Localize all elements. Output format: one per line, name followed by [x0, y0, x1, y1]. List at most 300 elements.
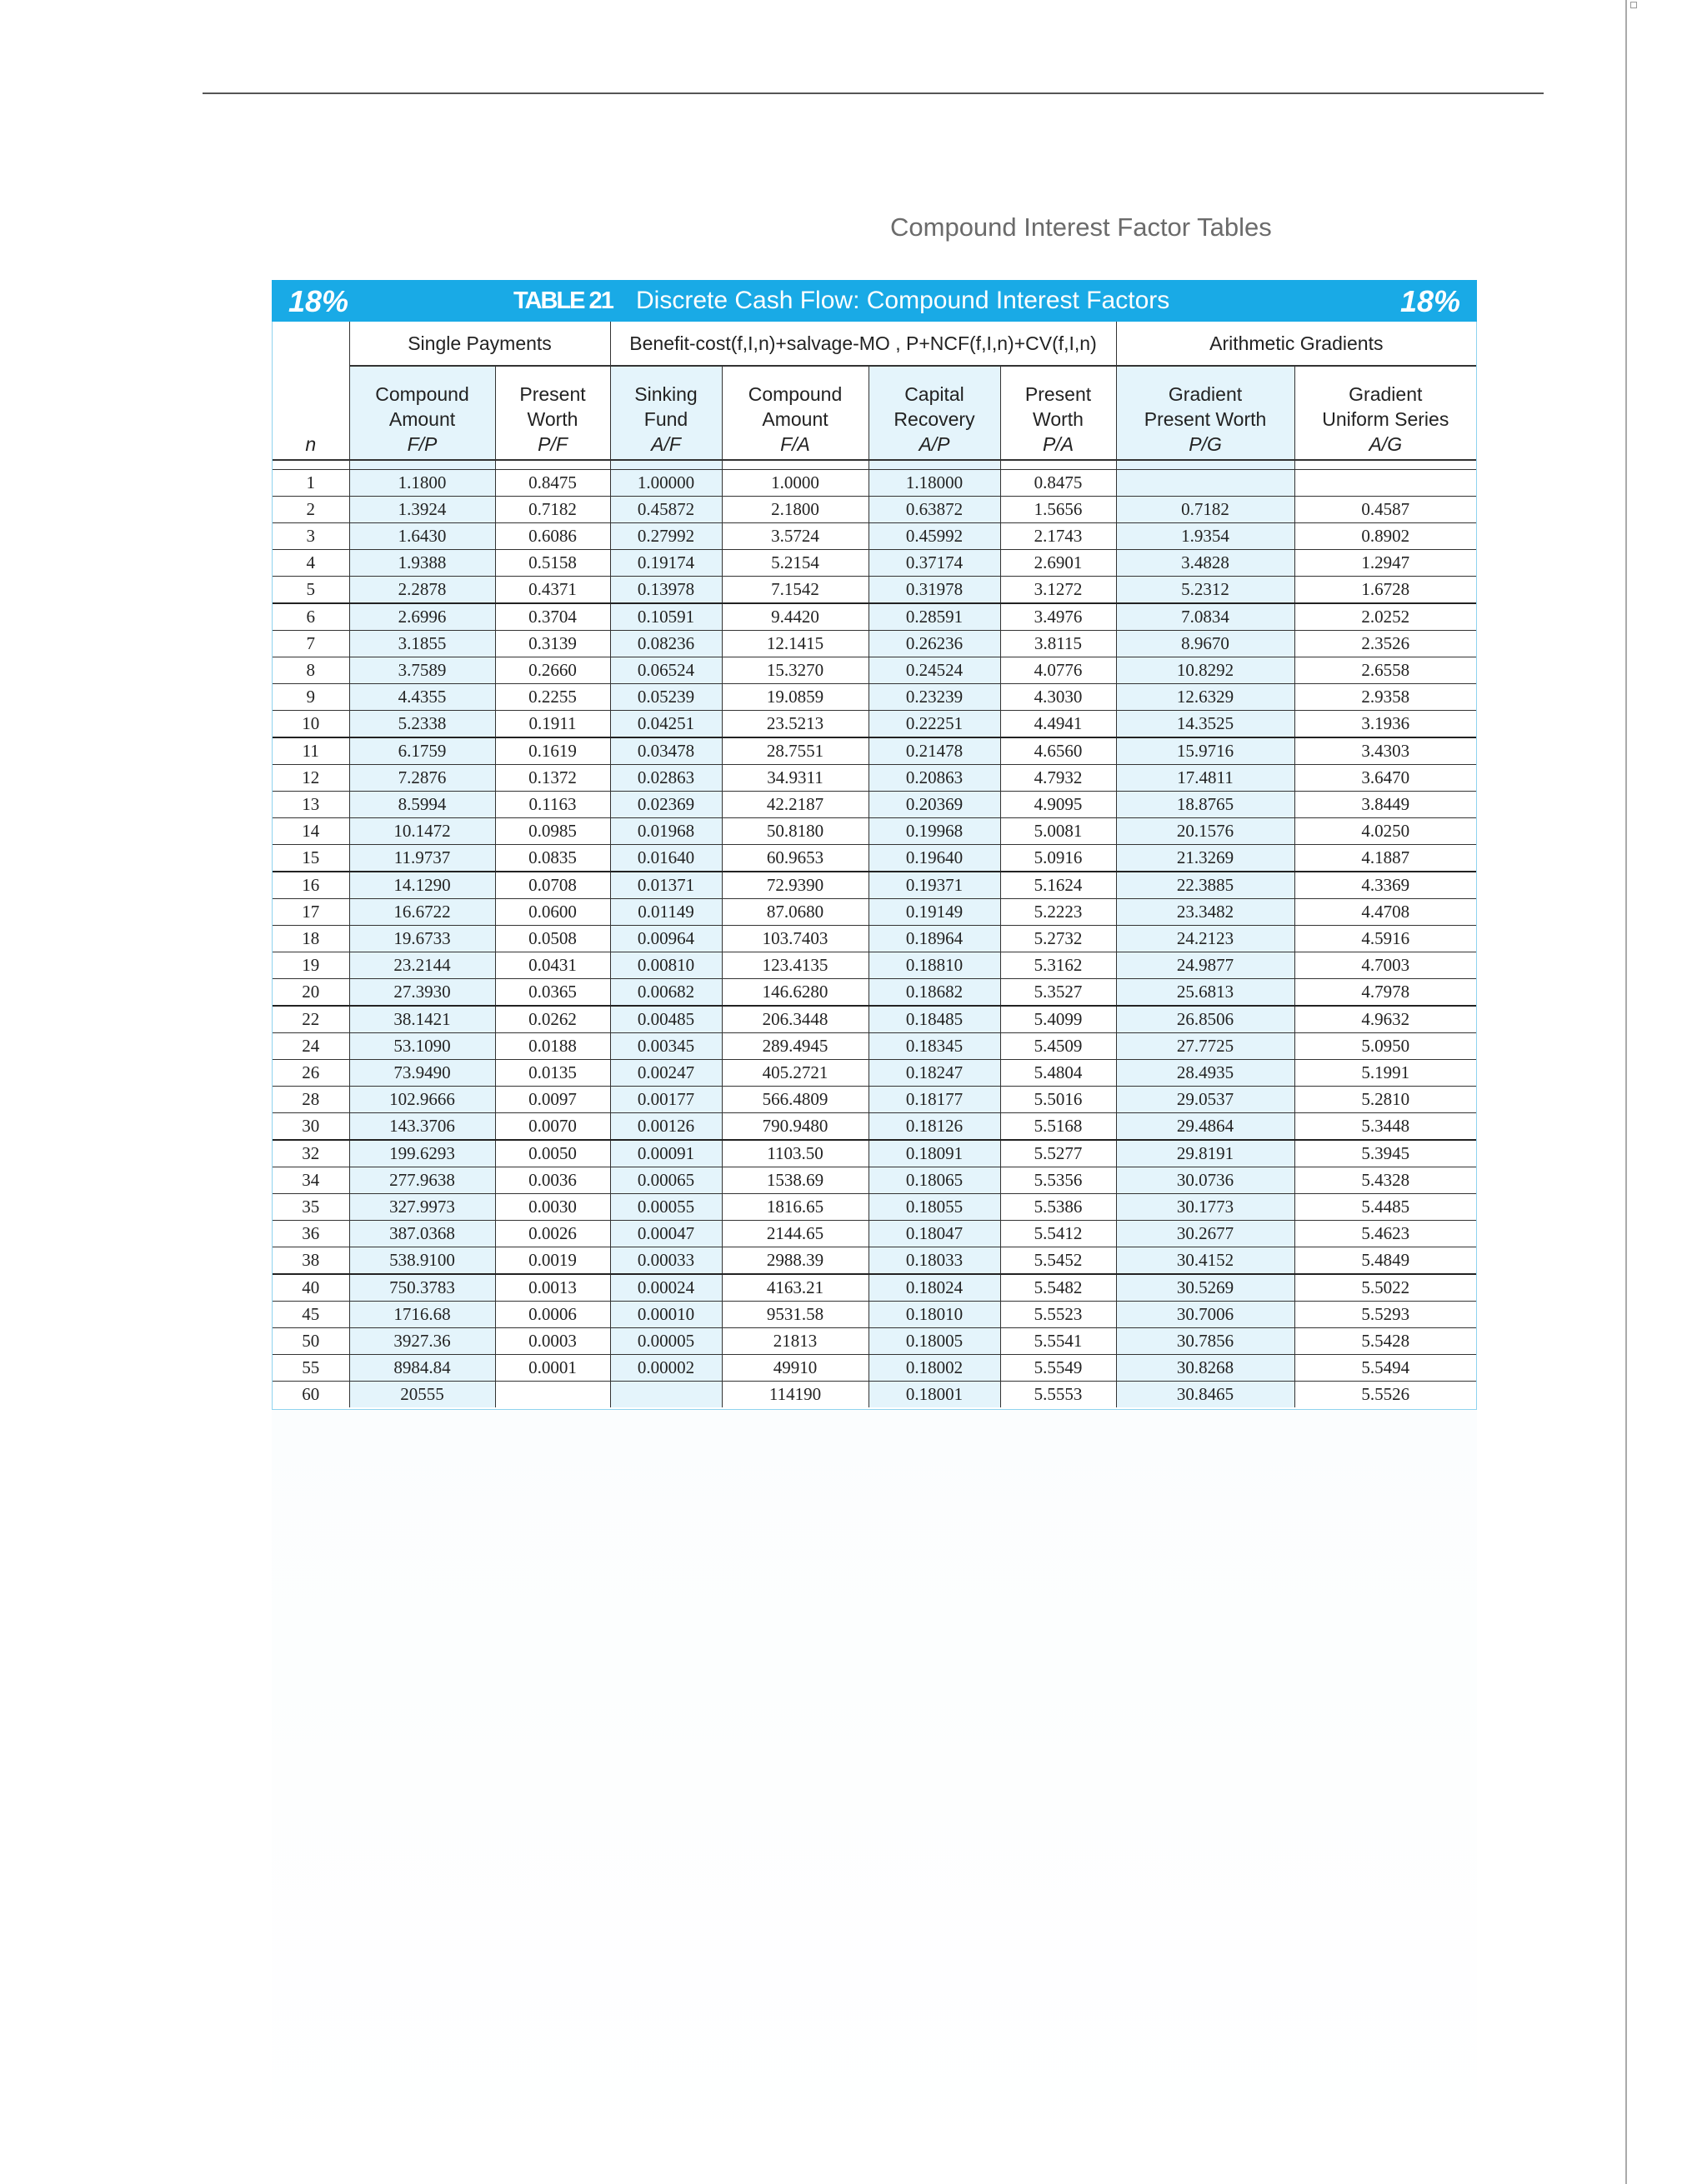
factor-cell-ap: 0.18964 [869, 926, 1000, 952]
table-row [273, 926, 1476, 952]
factor-cell-af: 0.04251 [610, 711, 722, 738]
factor-cell-ag: 4.1887 [1294, 845, 1476, 872]
factor-cell-ag: 5.2810 [1294, 1087, 1476, 1113]
factor-cell-fa: 2.1800 [722, 497, 869, 523]
factor-cell-pf: 0.0003 [495, 1328, 610, 1355]
factor-cell-fp: 20555 [349, 1382, 495, 1408]
factor-cell-pf: 0.0006 [495, 1302, 610, 1328]
spacer-cell [610, 460, 722, 470]
factor-cell-ap: 0.18682 [869, 979, 1000, 1007]
factor-cell-pa: 3.1272 [1000, 577, 1116, 604]
running-head: Compound Interest Factor Tables [890, 212, 1272, 242]
column-header-ag [1294, 366, 1476, 460]
header-spacer-row [273, 460, 1476, 470]
factor-cell-pf: 0.0026 [495, 1221, 610, 1247]
factor-cell-pf: 0.0001 [495, 1355, 610, 1382]
table-row [273, 711, 1476, 738]
factor-cell-pg: 12.6329 [1116, 684, 1294, 711]
period-cell: 13 [273, 792, 349, 818]
factor-cell-ap: 0.18005 [869, 1328, 1000, 1355]
factor-cell-pf: 0.1163 [495, 792, 610, 818]
factor-cell-fp: 750.3783 [349, 1274, 495, 1302]
period-cell: 20 [273, 979, 349, 1007]
factor-cell-ap: 0.18001 [869, 1382, 1000, 1408]
factor-cell-pf: 0.0835 [495, 845, 610, 872]
table-title-band [272, 280, 1477, 322]
factor-cell-pf: 0.0365 [495, 979, 610, 1007]
factor-cell-ag: 1.6728 [1294, 577, 1476, 604]
factor-cell-pg: 1.9354 [1116, 523, 1294, 550]
period-cell: 28 [273, 1087, 349, 1113]
factor-cell-ag: 2.9358 [1294, 684, 1476, 711]
column-label-line: Amount [762, 408, 828, 430]
column-label-line: Gradient [1349, 383, 1423, 405]
factor-cell-pf: 0.0600 [495, 899, 610, 926]
factor-cell-ag: 5.5022 [1294, 1274, 1476, 1302]
factor-cell-ag: 1.2947 [1294, 550, 1476, 577]
factor-cell-ap: 0.28591 [869, 603, 1000, 631]
factor-cell-pg: 14.3525 [1116, 711, 1294, 738]
factor-cell-pg: 18.8765 [1116, 792, 1294, 818]
period-cell: 24 [273, 1033, 349, 1060]
column-label-line: Fund [643, 408, 688, 430]
factor-cell-fa: 72.9390 [722, 872, 869, 899]
table-row [273, 1328, 1476, 1355]
factor-cell-pa: 5.5452 [1000, 1247, 1116, 1275]
factor-cell-pa: 5.4099 [1000, 1006, 1116, 1033]
factor-cell-fa: 23.5213 [722, 711, 869, 738]
column-header-ap [869, 366, 1000, 460]
column-symbol: P/F [538, 433, 568, 455]
factor-cell-af: 0.00177 [610, 1087, 722, 1113]
factor-cell-af: 0.00065 [610, 1167, 722, 1194]
table-row [273, 497, 1476, 523]
factor-cell-fp: 1.6430 [349, 523, 495, 550]
factor-cell-pf: 0.0050 [495, 1140, 610, 1167]
spacer-cell [349, 460, 495, 470]
table-row [273, 1087, 1476, 1113]
factor-cell-ap: 0.18177 [869, 1087, 1000, 1113]
table-row [273, 792, 1476, 818]
factor-cell-fa: 49910 [722, 1355, 869, 1382]
column-header-fp [349, 366, 495, 460]
factor-cell-pf: 0.0013 [495, 1274, 610, 1302]
factor-cell-ap: 0.18002 [869, 1355, 1000, 1382]
factor-cell-af: 0.01968 [610, 818, 722, 845]
factor-cell-pf: 0.0135 [495, 1060, 610, 1087]
factor-cell-fa: 9531.58 [722, 1302, 869, 1328]
factor-cell-af: 0.02369 [610, 792, 722, 818]
factor-cell-fp: 102.9666 [349, 1087, 495, 1113]
factor-cell-ap: 0.18485 [869, 1006, 1000, 1033]
factor-cell-fa: 19.0859 [722, 684, 869, 711]
factor-cell-pg: 8.9670 [1116, 631, 1294, 657]
factor-cell-pa: 5.5482 [1000, 1274, 1116, 1302]
factor-cell-pg: 30.2677 [1116, 1221, 1294, 1247]
factor-cell-ag: 4.0250 [1294, 818, 1476, 845]
factor-cell-ag: 5.4623 [1294, 1221, 1476, 1247]
factor-cell-ap: 0.18345 [869, 1033, 1000, 1060]
factor-cell-af: 0.27992 [610, 523, 722, 550]
group-arithmetic-gradients: Arithmetic Gradients [1116, 322, 1476, 366]
period-cell: 4 [273, 550, 349, 577]
table-row [273, 550, 1476, 577]
period-cell: 18 [273, 926, 349, 952]
column-group-row [273, 322, 1476, 366]
factor-cell-af: 0.00964 [610, 926, 722, 952]
factor-cell-fp: 277.9638 [349, 1167, 495, 1194]
factor-cell-fa: 405.2721 [722, 1060, 869, 1087]
factor-cell-af: 0.00047 [610, 1221, 722, 1247]
factor-cell-pa: 5.2732 [1000, 926, 1116, 952]
factor-cell-fp: 327.9973 [349, 1194, 495, 1221]
table-row [273, 684, 1476, 711]
factor-cell-fa: 146.6280 [722, 979, 869, 1007]
factor-cell-fp: 5.2338 [349, 711, 495, 738]
factor-cell-fp: 199.6293 [349, 1140, 495, 1167]
factor-cell-fa: 15.3270 [722, 657, 869, 684]
factor-cell-pa: 5.5277 [1000, 1140, 1116, 1167]
factor-cell-af: 0.00024 [610, 1274, 722, 1302]
column-symbol: P/A [1042, 433, 1074, 455]
factor-cell-af: 0.02863 [610, 765, 722, 792]
factor-cell-fp: 19.6733 [349, 926, 495, 952]
factor-table-body [273, 460, 1476, 1407]
factor-cell-pf: 0.0036 [495, 1167, 610, 1194]
factor-cell-ag: 5.5428 [1294, 1328, 1476, 1355]
column-label-line: Compound [375, 383, 469, 405]
column-symbol: n [305, 433, 317, 455]
factor-cell-fp: 27.3930 [349, 979, 495, 1007]
factor-cell-af: 0.00005 [610, 1328, 722, 1355]
factor-cell-pa: 5.5553 [1000, 1382, 1116, 1408]
factor-cell-pa: 4.4941 [1000, 711, 1116, 738]
factor-cell-pg: 26.8506 [1116, 1006, 1294, 1033]
factor-cell-fp: 8984.84 [349, 1355, 495, 1382]
factor-cell-fa: 2988.39 [722, 1247, 869, 1275]
factor-cell-ap: 0.20863 [869, 765, 1000, 792]
factor-cell-fp: 14.1290 [349, 872, 495, 899]
factor-cell-ag: 2.6558 [1294, 657, 1476, 684]
factor-cell-ap: 0.19640 [869, 845, 1000, 872]
table-row [273, 1140, 1476, 1167]
factor-cell-ap: 0.23239 [869, 684, 1000, 711]
factor-cell-pf: 0.0030 [495, 1194, 610, 1221]
factor-cell-fa: 4163.21 [722, 1274, 869, 1302]
factor-cell-fa: 9.4420 [722, 603, 869, 631]
column-label-line: Sinking [634, 383, 698, 405]
factor-cell-ag: 5.3945 [1294, 1140, 1476, 1167]
factor-cell-pa: 5.3527 [1000, 979, 1116, 1007]
factor-cell-ag: 0.8902 [1294, 523, 1476, 550]
factor-cell-pf: 0.0508 [495, 926, 610, 952]
factor-cell-fa: 12.1415 [722, 631, 869, 657]
factor-cell-pf: 0.6086 [495, 523, 610, 550]
spacer-cell [1294, 460, 1476, 470]
factor-cell-ag: 5.3448 [1294, 1113, 1476, 1141]
factor-cell-pg: 30.4152 [1116, 1247, 1294, 1275]
factor-cell-pa: 5.3162 [1000, 952, 1116, 979]
factor-cell-pa: 5.5016 [1000, 1087, 1116, 1113]
factor-cell-fa: 103.7403 [722, 926, 869, 952]
table-row [273, 952, 1476, 979]
period-cell: 60 [302, 1384, 320, 1404]
factor-cell-pa: 4.7932 [1000, 765, 1116, 792]
table-row [273, 1060, 1476, 1087]
period-cell: 35 [273, 1194, 349, 1221]
column-label-line: Gradient [1168, 383, 1243, 405]
factor-cell-pf: 0.8475 [495, 470, 610, 497]
factor-cell-ap: 0.18024 [869, 1274, 1000, 1302]
factor-cell-pg: 23.3482 [1116, 899, 1294, 926]
factor-cell-pg: 5.2312 [1116, 577, 1294, 604]
group-single-payments: Single Payments [349, 322, 610, 366]
factor-cell-pa: 2.6901 [1000, 550, 1116, 577]
factor-cell-pf: 0.1911 [495, 711, 610, 738]
factor-cell-pa: 5.5168 [1000, 1113, 1116, 1141]
factor-cell-pa: 4.3030 [1000, 684, 1116, 711]
factor-cell-ag: 3.4303 [1294, 737, 1476, 765]
column-symbol: F/A [780, 433, 810, 455]
factor-cell-af: 0.08236 [610, 631, 722, 657]
factor-cell-ap: 0.22251 [869, 711, 1000, 738]
spacer-cell [869, 460, 1000, 470]
factor-cell-pf: 0.0708 [495, 872, 610, 899]
factor-cell-ap: 0.24524 [869, 657, 1000, 684]
factor-cell-ap: 0.18126 [869, 1113, 1000, 1141]
factor-cell-ag: 5.5293 [1294, 1302, 1476, 1328]
factor-cell-ag: 5.4328 [1294, 1167, 1476, 1194]
corner-thumbnail-note [1630, 2, 1697, 10]
factor-table [273, 322, 1476, 1407]
factor-cell-fa: 7.1542 [722, 577, 869, 604]
column-header-fa [722, 366, 869, 460]
factor-cell-ap: 0.18247 [869, 1060, 1000, 1087]
factor-cell-ag: 5.5526 [1294, 1382, 1476, 1408]
factor-cell-ap: 0.19371 [869, 872, 1000, 899]
column-label-line: Present Worth [1144, 408, 1267, 430]
factor-cell-pa: 4.0776 [1000, 657, 1116, 684]
factor-cell-pg: 25.6813 [1116, 979, 1294, 1007]
factor-cell-pg: 21.3269 [1116, 845, 1294, 872]
factor-cell-pa: 5.2223 [1000, 899, 1116, 926]
page-right-edge [1625, 0, 1627, 2184]
period-cell: 38 [273, 1247, 349, 1275]
table-title: Discrete Cash Flow: Compound Interest Factors [636, 287, 1170, 314]
factor-cell-af: 0.00055 [610, 1194, 722, 1221]
factor-cell-fa: 790.9480 [722, 1113, 869, 1141]
factor-cell-af: 0.01149 [610, 899, 722, 926]
factor-cell-fp: 4.4355 [349, 684, 495, 711]
factor-cell-pg: 27.7725 [1116, 1033, 1294, 1060]
table-row [273, 872, 1476, 899]
factor-cell-fa: 1816.65 [722, 1194, 869, 1221]
factor-cell-ap: 0.18010 [869, 1302, 1000, 1328]
factor-cell-af: 0.01640 [610, 845, 722, 872]
period-cell: 36 [273, 1221, 349, 1247]
column-symbol: P/G [1189, 433, 1222, 455]
factor-cell-pf: 0.0097 [495, 1087, 610, 1113]
factor-cell-pf: 0.0431 [495, 952, 610, 979]
period-cell: 11 [273, 737, 349, 765]
table-row [273, 979, 1476, 1007]
factor-cell-af: 0.01371 [610, 872, 722, 899]
factor-cell-pf: 0.0019 [495, 1247, 610, 1275]
factor-cell-fp: 10.1472 [349, 818, 495, 845]
factor-cell-pg: 30.8465 [1116, 1382, 1294, 1408]
factor-cell-af: 0.05239 [610, 684, 722, 711]
factor-cell-pa: 4.9095 [1000, 792, 1116, 818]
table-row [273, 631, 1476, 657]
factor-cell-pf: 0.0985 [495, 818, 610, 845]
page-top-rule [203, 92, 1544, 94]
column-symbol: A/F [651, 433, 681, 455]
table-row [273, 737, 1476, 765]
factor-cell-pf: 0.5158 [495, 550, 610, 577]
factor-cell-ag: 4.4708 [1294, 899, 1476, 926]
factor-cell-fp: 8.5994 [349, 792, 495, 818]
factor-cell-af: 0.13978 [610, 577, 722, 604]
factor-cell-pf: 0.4371 [495, 577, 610, 604]
factor-cell-ap: 0.18047 [869, 1221, 1000, 1247]
table-number: TABLE 21 [513, 287, 613, 314]
column-header-n [273, 366, 349, 460]
factor-cell-af: 0.45872 [610, 497, 722, 523]
factor-cell-pa: 1.5656 [1000, 497, 1116, 523]
factor-cell-af: 0.00810 [610, 952, 722, 979]
factor-cell-af: 0.06524 [610, 657, 722, 684]
column-label-line: Recovery [894, 408, 975, 430]
factor-cell-ag: 4.3369 [1294, 872, 1476, 899]
period-cell: 32 [273, 1140, 349, 1167]
column-label-line: Worth [527, 408, 578, 430]
factor-cell-fp: 1.3924 [349, 497, 495, 523]
factor-cell-pa: 5.5541 [1000, 1328, 1116, 1355]
period-cell: 2 [273, 497, 349, 523]
table-row [273, 1302, 1476, 1328]
factor-cell-pa: 5.5549 [1000, 1355, 1116, 1382]
factor-cell-fa: 114190 [722, 1382, 869, 1408]
factor-cell-pg: 24.2123 [1116, 926, 1294, 952]
factor-cell-af: 0.00126 [610, 1113, 722, 1141]
factor-cell-fp: 2.6996 [349, 603, 495, 631]
factor-cell-fa: 123.4135 [722, 952, 869, 979]
factor-cell-pf: 0.2255 [495, 684, 610, 711]
table-row [273, 1006, 1476, 1033]
factor-cell-ag: 4.9632 [1294, 1006, 1476, 1033]
factor-cell-ag: 5.4485 [1294, 1194, 1476, 1221]
table-row [273, 1194, 1476, 1221]
factor-cell-pg: 30.7006 [1116, 1302, 1294, 1328]
factor-cell-ag: 2.3526 [1294, 631, 1476, 657]
factor-cell-pg: 29.4864 [1116, 1113, 1294, 1141]
factor-cell-ap: 1.18000 [869, 470, 1000, 497]
factor-cell-fp: 1716.68 [349, 1302, 495, 1328]
factor-cell-pg: 3.4828 [1116, 550, 1294, 577]
factor-cell-ag: 3.1936 [1294, 711, 1476, 738]
factor-cell-fa: 28.7551 [722, 737, 869, 765]
factor-cell-pg: 17.4811 [1116, 765, 1294, 792]
factor-cell-fa: 42.2187 [722, 792, 869, 818]
factor-cell-ag: 0.4587 [1294, 497, 1476, 523]
factor-cell-pg: 30.0736 [1116, 1167, 1294, 1194]
period-cell: 10 [273, 711, 349, 738]
factor-cell-pa: 5.5523 [1000, 1302, 1116, 1328]
factor-cell-fp: 53.1090 [349, 1033, 495, 1060]
factor-cell-ap: 0.63872 [869, 497, 1000, 523]
factor-cell-ag: 5.5494 [1294, 1355, 1476, 1382]
table-row [273, 1113, 1476, 1141]
factor-cell-pa: 5.1624 [1000, 872, 1116, 899]
factor-cell-ag: 3.8449 [1294, 792, 1476, 818]
factor-cell-ag: 4.7003 [1294, 952, 1476, 979]
group-uniform-series: Benefit-cost(f,I,n)+salvage-MO , P+NCF(f,I,n)+CV(f,I,n) [610, 322, 1116, 366]
factor-cell-ap: 0.18033 [869, 1247, 1000, 1275]
column-header-af [610, 366, 722, 460]
table-row [273, 845, 1476, 872]
factor-cell-pg: 30.5269 [1116, 1274, 1294, 1302]
factor-cell-pa: 3.8115 [1000, 631, 1116, 657]
column-label-line: Compound [748, 383, 843, 405]
factor-cell-pf: 0.7182 [495, 497, 610, 523]
column-label-line: Amount [388, 408, 456, 430]
factor-cell-pa: 2.1743 [1000, 523, 1116, 550]
period-cell: 34 [273, 1167, 349, 1194]
factor-cell-pf: 0.0070 [495, 1113, 610, 1141]
factor-cell-fa: 289.4945 [722, 1033, 869, 1060]
period-cell: 26 [273, 1060, 349, 1087]
factor-cell-af: 0.10591 [610, 603, 722, 631]
spacer-cell [495, 460, 610, 470]
factor-cell-pa: 3.4976 [1000, 603, 1116, 631]
factor-cell-ag: 5.1991 [1294, 1060, 1476, 1087]
factor-cell-pf: 0.3139 [495, 631, 610, 657]
factor-cell-af: 0.00002 [610, 1355, 722, 1382]
factor-cell-fa: 34.9311 [722, 765, 869, 792]
period-cell: 50 [273, 1328, 349, 1355]
factor-cell-fa: 1103.50 [722, 1140, 869, 1167]
factor-cell-pf: 0.1619 [495, 737, 610, 765]
column-header-pg [1116, 366, 1294, 460]
factor-cell-pg: 24.9877 [1116, 952, 1294, 979]
factor-cell-pf: 0.3704 [495, 603, 610, 631]
table-row [273, 1247, 1476, 1275]
period-cell: 30 [273, 1113, 349, 1141]
period-cell: 45 [273, 1302, 349, 1328]
factor-cell-ap: 0.37174 [869, 550, 1000, 577]
factor-cell-ap: 0.26236 [869, 631, 1000, 657]
column-header-pf [495, 366, 610, 460]
factor-cell-af: 0.00345 [610, 1033, 722, 1060]
factor-cell-pg: 22.3885 [1116, 872, 1294, 899]
period-cell: 12 [273, 765, 349, 792]
period-cell: 19 [273, 952, 349, 979]
factor-cell-pg: 10.8292 [1116, 657, 1294, 684]
factor-cell-ap: 0.20369 [869, 792, 1000, 818]
factor-cell-fp: 1.1800 [349, 470, 495, 497]
factor-cell-ag: 5.4849 [1294, 1247, 1476, 1275]
period-cell: 55 [273, 1355, 349, 1382]
column-label-line: Worth [1033, 408, 1084, 430]
factor-cell-fp: 3927.36 [349, 1328, 495, 1355]
factor-cell-ag: 3.6470 [1294, 765, 1476, 792]
factor-cell-pg: 0.7182 [1116, 497, 1294, 523]
column-symbol: F/P [407, 433, 438, 455]
factor-cell-pg: 20.1576 [1116, 818, 1294, 845]
column-label-line: Capital [904, 383, 964, 405]
factor-cell-fp: 38.1421 [349, 1006, 495, 1033]
factor-cell-af: 1.00000 [610, 470, 722, 497]
